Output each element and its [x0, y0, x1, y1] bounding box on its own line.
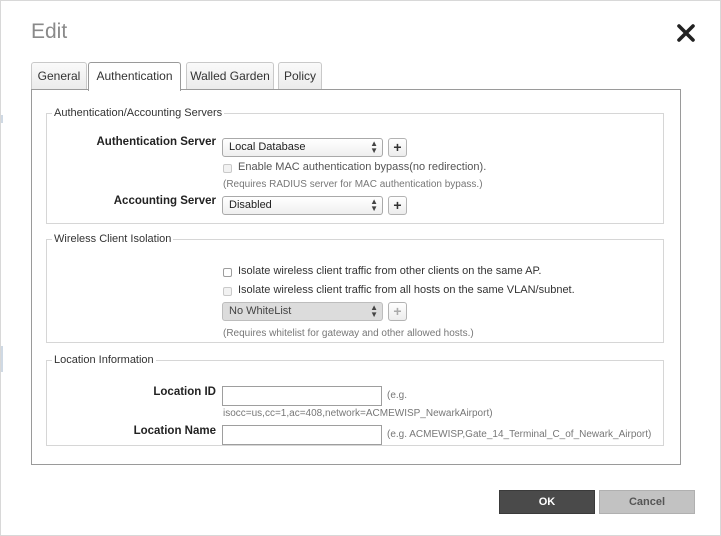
select-arrows-icon: ▲ ▼ — [370, 303, 378, 319]
mac-bypass-label: Enable MAC authentication bypass(no redirection). — [238, 161, 487, 173]
authentication-panel — [31, 89, 681, 465]
acct-server-select[interactable] — [222, 196, 383, 215]
tab-general[interactable]: General — [31, 62, 87, 89]
tab-walled-garden[interactable]: Walled Garden — [186, 62, 274, 89]
location-id-hint: (e.g. — [387, 390, 408, 401]
location-legend: Location Information — [54, 354, 154, 366]
close-icon — [676, 23, 696, 43]
add-acct-server-button[interactable] — [388, 196, 407, 215]
auth-server-label: Authentication Server — [96, 136, 216, 148]
background-edge-mark — [1, 346, 3, 372]
auth-server-select[interactable] — [222, 138, 383, 157]
isolation-legend: Wireless Client Isolation — [54, 233, 172, 245]
whitelist-value: No WhiteList — [229, 305, 292, 317]
location-id-label: Location ID — [153, 386, 216, 398]
location-name-label: Location Name — [133, 425, 216, 437]
location-name-hint: (e.g. ACMEWISP,Gate_14_Terminal_C_of_Newark_Airport) — [387, 429, 652, 440]
plus-icon: + — [393, 139, 402, 155]
location-id-hint-example: isocc=us,cc=1,ac=408,network=ACMEWISP_NewarkAirport) — [223, 408, 493, 419]
location-name-input[interactable] — [222, 425, 382, 445]
dialog-title: Edit — [31, 20, 68, 43]
acct-server-label: Accounting Server — [113, 195, 216, 207]
servers-legend: Authentication/Accounting Servers — [54, 107, 223, 119]
select-arrows-icon: ▲ ▼ — [370, 197, 378, 213]
auth-server-value: Local Database — [229, 141, 306, 153]
background-edge-mark — [1, 115, 3, 123]
plus-icon: + — [393, 303, 402, 319]
tab-policy[interactable]: Policy — [278, 62, 322, 89]
cancel-button[interactable]: Cancel — [599, 490, 695, 514]
isolate-hosts-checkbox[interactable] — [223, 287, 232, 296]
isolate-hosts-label: Isolate wireless client traffic from all hosts on the same VLAN/subnet. — [238, 284, 575, 296]
mac-bypass-checkbox[interactable] — [223, 164, 232, 173]
location-fieldset — [46, 354, 664, 446]
whitelist-select[interactable] — [222, 302, 383, 321]
select-arrows-icon: ▲ ▼ — [370, 139, 378, 155]
tab-authentication[interactable]: Authentication — [88, 62, 181, 91]
acct-server-value: Disabled — [229, 199, 272, 211]
add-auth-server-button[interactable] — [388, 138, 407, 157]
close-button[interactable] — [676, 23, 696, 43]
plus-icon: + — [393, 197, 402, 213]
ok-button[interactable]: OK — [499, 490, 595, 514]
isolate-clients-checkbox[interactable] — [223, 268, 232, 277]
isolation-fieldset — [46, 233, 664, 343]
add-whitelist-button[interactable] — [388, 302, 407, 321]
servers-fieldset — [46, 107, 664, 224]
whitelist-hint: (Requires whitelist for gateway and other allowed hosts.) — [223, 328, 474, 339]
location-id-input[interactable] — [222, 386, 382, 406]
mac-bypass-hint: (Requires RADIUS server for MAC authentication bypass.) — [223, 179, 483, 190]
isolate-clients-label: Isolate wireless client traffic from other clients on the same AP. — [238, 265, 542, 277]
